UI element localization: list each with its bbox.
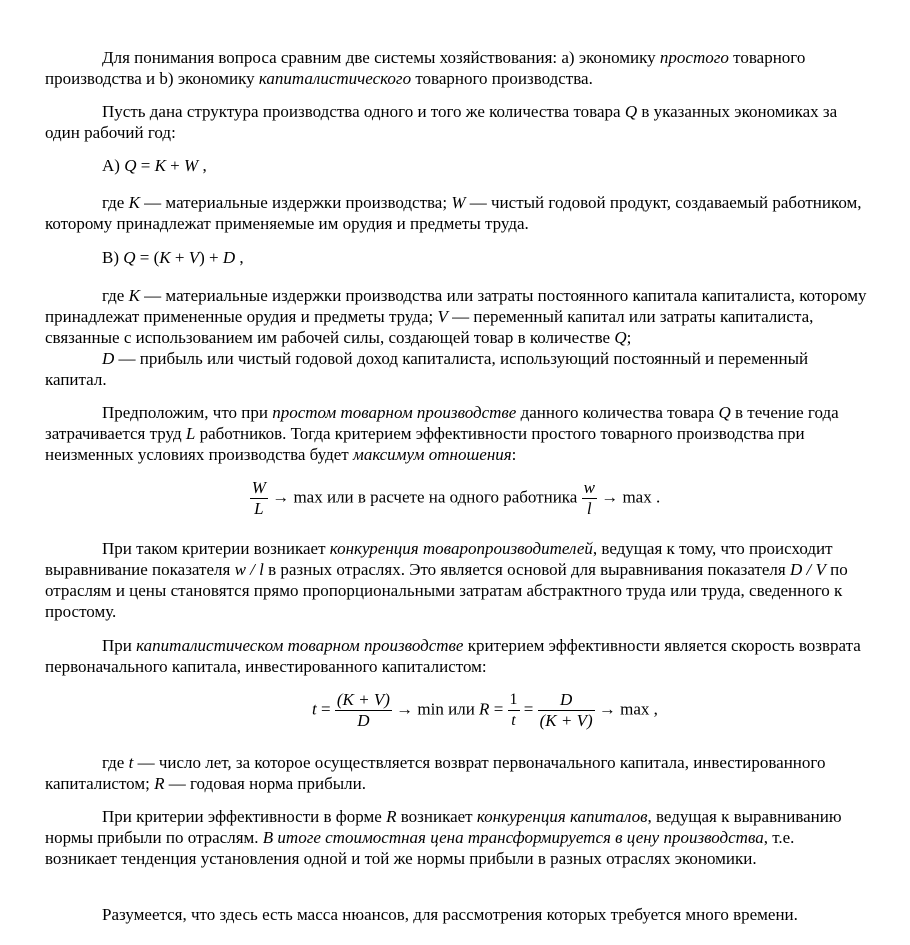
paragraph-structure: Пусть дана структура производства одного и того же количества товара Q в указанных экономиках за один рабочий год:: [45, 102, 838, 142]
formula-b: B) Q = (K + V) + D ,: [102, 248, 244, 267]
formula-max-ratio: $\frac{W}{L}$ → max или в расчете на одного работника $\frac{w}{l}$ → max .: [251, 478, 661, 518]
paragraph-nuances: Разумеется, что здесь есть масса нюансов, для рассмотрения которых требуется много времени.: [102, 905, 798, 924]
paragraph-where-a: где K — материальные издержки производства; W — чистый годовой продукт, создаваемый работником, которому принадлежат применяемые им орудия и предметы труда.: [45, 193, 862, 233]
fraction-w-over-l-small: $\frac{w}{l}$: [583, 478, 595, 518]
formula-return-rate: t = $\frac{(K + V)}{D}$ → min или R = $\frac{1}{t}$ = $\frac{D}{(K + V)}$ → max ,: [312, 690, 658, 730]
formula-a: A) Q = K + W ,: [102, 156, 207, 175]
paragraph-where-t: где t — число лет, за которое осуществляется возврат первоначального капитала, инвестированного капиталистом; R — годовая норма прибыли.: [45, 753, 826, 793]
paragraph-capitalist-production: При капиталистическом товарном производстве критерием эффективности является скорость возврата первоначального капитала, инвестированного капиталистом:: [45, 636, 861, 676]
fraction-d-over-kv: $\frac{D}{(K + V)}$: [539, 690, 593, 730]
fraction-kv-over-d: $\frac{(K + V)}{D}$: [336, 690, 390, 730]
paragraph-where-b: где K — материальные издержки производства или затраты постоянного капитала капиталиста, которому принадлежат примененные орудия и предметы труда; V — переменный капитал или затраты капиталиста, связанные с использованием им рабочей силы, создающей товар в количестве Q;: [45, 286, 867, 347]
paragraph-competition-capitals: При критерии эффективности в форме R возникает конкуренция капиталов, ведущая к выравниванию нормы прибыли по отраслям. В итоге стоимостная цена трансформируется в цену производства, т.е. возникает тенденция установления одной и той же нормы прибыли в разных отраслях экономики.: [45, 807, 842, 868]
fraction-one-over-t: $\frac{1}{t}$: [509, 691, 518, 729]
paragraph-simple-production: Предположим, что при простом товарном производстве данного количества товара Q в течение года затрачивается труд L работников. Тогда критерием эффективности простого товарного производства при неизменных условиях производства будет максимум отношения:: [45, 403, 839, 464]
fraction-w-over-l: $\frac{W}{L}$: [251, 478, 266, 518]
paragraph-profit: D — прибыль или чистый годовой доход капиталиста, использующий постоянный и переменный капитал.: [45, 349, 809, 389]
paragraph-systems: Для понимания вопроса сравним две системы хозяйствования: а) экономику простого товарного производства и b) экономику капиталистического товарного производства.: [45, 48, 806, 88]
paragraph-competition-producers: При таком критерии возникает конкуренция товаропроизводителей, ведущая к тому, что происходит выравнивание показателя w / l в разных отраслях. Это является основой для выравнивания показателя D / V по отраслям и цены становятся прямо пропорциональными затратам абстрактного труда или труда, сведенного к простому.: [45, 539, 848, 621]
